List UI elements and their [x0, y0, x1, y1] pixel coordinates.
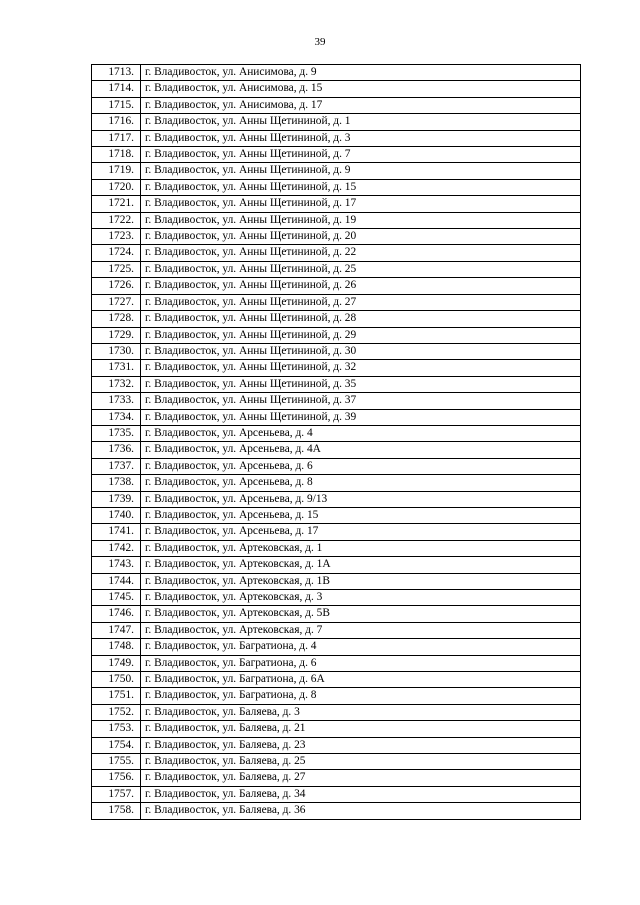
row-address: г. Владивосток, ул. Артековская, д. 3: [141, 590, 581, 606]
row-address: г. Владивосток, ул. Анны Щетининой, д. 29: [141, 327, 581, 343]
table-row: [92, 229, 581, 245]
table-row: [92, 573, 581, 589]
table-row: [92, 786, 581, 802]
table-row: [92, 261, 581, 277]
row-number: 1726.: [92, 278, 141, 294]
row-address: г. Владивосток, ул. Багратиона, д. 8: [141, 688, 581, 704]
row-number: 1724.: [92, 245, 141, 261]
row-address: г. Владивосток, ул. Артековская, д. 1В: [141, 573, 581, 589]
row-address: г. Владивосток, ул. Багратиона, д. 4: [141, 639, 581, 655]
row-address: г. Владивосток, ул. Анны Щетининой, д. 19: [141, 212, 581, 228]
table-row: [92, 688, 581, 704]
table-row: [92, 622, 581, 638]
table-row: [92, 278, 581, 294]
page-number: 39: [314, 36, 326, 48]
row-number: 1753.: [92, 721, 141, 737]
table-row: [92, 81, 581, 97]
row-address: г. Владивосток, ул. Анисимова, д. 17: [141, 97, 581, 113]
row-number: 1722.: [92, 212, 141, 228]
table-row: [92, 606, 581, 622]
row-number: 1731.: [92, 360, 141, 376]
table-row: [92, 770, 581, 786]
row-address: г. Владивосток, ул. Арсеньева, д. 4: [141, 425, 581, 441]
row-address: г. Владивосток, ул. Анны Щетининой, д. 9: [141, 163, 581, 179]
row-address: г. Владивосток, ул. Артековская, д. 7: [141, 622, 581, 638]
row-number: 1748.: [92, 639, 141, 655]
row-number: 1723.: [92, 229, 141, 245]
row-address: г. Владивосток, ул. Анисимова, д. 15: [141, 81, 581, 97]
row-address: г. Владивосток, ул. Баляева, д. 25: [141, 754, 581, 770]
row-number: 1757.: [92, 786, 141, 802]
table-row: [92, 97, 581, 113]
row-number: 1740.: [92, 507, 141, 523]
table-row: [92, 393, 581, 409]
table-row: [92, 557, 581, 573]
table-row: [92, 114, 581, 130]
table-row: [92, 540, 581, 556]
table-row: [92, 311, 581, 327]
row-address: г. Владивосток, ул. Анны Щетининой, д. 25: [141, 261, 581, 277]
row-address: г. Владивосток, ул. Арсеньева, д. 4А: [141, 442, 581, 458]
row-address: г. Владивосток, ул. Анны Щетининой, д. 37: [141, 393, 581, 409]
table-row: [92, 491, 581, 507]
table-row: [92, 245, 581, 261]
row-address: г. Владивосток, ул. Анны Щетининой, д. 15: [141, 179, 581, 195]
address-table-body: [92, 65, 581, 820]
row-number: 1742.: [92, 540, 141, 556]
table-row: [92, 163, 581, 179]
row-address: г. Владивосток, ул. Баляева, д. 34: [141, 786, 581, 802]
row-number: 1728.: [92, 311, 141, 327]
row-number: 1739.: [92, 491, 141, 507]
table-row: [92, 179, 581, 195]
table-row: [92, 196, 581, 212]
row-address: г. Владивосток, ул. Анны Щетининой, д. 39: [141, 409, 581, 425]
row-address: г. Владивосток, ул. Артековская, д. 1: [141, 540, 581, 556]
row-number: 1750.: [92, 672, 141, 688]
row-number: 1733.: [92, 393, 141, 409]
table-row: [92, 360, 581, 376]
row-number: 1720.: [92, 179, 141, 195]
table-row: [92, 376, 581, 392]
row-address: г. Владивосток, ул. Арсеньева, д. 9/13: [141, 491, 581, 507]
row-number: 1754.: [92, 737, 141, 753]
row-number: 1718.: [92, 147, 141, 163]
row-number: 1736.: [92, 442, 141, 458]
row-address: г. Владивосток, ул. Баляева, д. 23: [141, 737, 581, 753]
row-number: 1730.: [92, 343, 141, 359]
row-address: г. Владивосток, ул. Багратиона, д. 6А: [141, 672, 581, 688]
row-number: 1727.: [92, 294, 141, 310]
row-number: 1749.: [92, 655, 141, 671]
row-number: 1741.: [92, 524, 141, 540]
row-address: г. Владивосток, ул. Анны Щетининой, д. 17: [141, 196, 581, 212]
table-row: [92, 672, 581, 688]
address-table: [91, 64, 581, 820]
table-row: [92, 721, 581, 737]
row-number: 1725.: [92, 261, 141, 277]
table-row: [92, 425, 581, 441]
table-row: [92, 294, 581, 310]
row-number: 1743.: [92, 557, 141, 573]
row-address: г. Владивосток, ул. Анны Щетининой, д. 22: [141, 245, 581, 261]
table-row: [92, 327, 581, 343]
row-number: 1747.: [92, 622, 141, 638]
table-row: [92, 803, 581, 819]
table-row: [92, 590, 581, 606]
row-address: г. Владивосток, ул. Арсеньева, д. 15: [141, 507, 581, 523]
row-address: г. Владивосток, ул. Анны Щетининой, д. 35: [141, 376, 581, 392]
table-row: [92, 212, 581, 228]
row-address: г. Владивосток, ул. Арсеньева, д. 17: [141, 524, 581, 540]
row-number: 1756.: [92, 770, 141, 786]
row-address: г. Владивосток, ул. Артековская, д. 5В: [141, 606, 581, 622]
row-address: г. Владивосток, ул. Баляева, д. 27: [141, 770, 581, 786]
row-address: г. Владивосток, ул. Артековская, д. 1А: [141, 557, 581, 573]
table-row: [92, 507, 581, 523]
row-number: 1737.: [92, 458, 141, 474]
table-row: [92, 524, 581, 540]
row-address: г. Владивосток, ул. Баляева, д. 36: [141, 803, 581, 819]
table-row: [92, 458, 581, 474]
row-number: 1755.: [92, 754, 141, 770]
table-row: [92, 442, 581, 458]
table-row: [92, 409, 581, 425]
row-address: г. Владивосток, ул. Баляева, д. 3: [141, 704, 581, 720]
row-address: г. Владивосток, ул. Анны Щетининой, д. 3: [141, 130, 581, 146]
table-row: [92, 639, 581, 655]
row-number: 1729.: [92, 327, 141, 343]
row-number: 1751.: [92, 688, 141, 704]
row-address: г. Владивосток, ул. Арсеньева, д. 6: [141, 458, 581, 474]
row-number: 1735.: [92, 425, 141, 441]
row-number: 1745.: [92, 590, 141, 606]
row-address: г. Владивосток, ул. Анны Щетининой, д. 26: [141, 278, 581, 294]
row-address: г. Владивосток, ул. Анны Щетининой, д. 7: [141, 147, 581, 163]
table-row: [92, 475, 581, 491]
table-row: [92, 754, 581, 770]
row-address: г. Владивосток, ул. Анны Щетининой, д. 20: [141, 229, 581, 245]
row-number: 1721.: [92, 196, 141, 212]
row-address: г. Владивосток, ул. Анны Щетининой, д. 1: [141, 114, 581, 130]
row-number: 1758.: [92, 803, 141, 819]
row-number: 1716.: [92, 114, 141, 130]
row-address: г. Владивосток, ул. Анны Щетининой, д. 30: [141, 343, 581, 359]
row-address: г. Владивосток, ул. Анисимова, д. 9: [141, 65, 581, 81]
row-number: 1746.: [92, 606, 141, 622]
row-address: г. Владивосток, ул. Багратиона, д. 6: [141, 655, 581, 671]
row-number: 1744.: [92, 573, 141, 589]
row-number: 1734.: [92, 409, 141, 425]
table-row: [92, 65, 581, 81]
table-row: [92, 704, 581, 720]
row-address: г. Владивосток, ул. Анны Щетининой, д. 28: [141, 311, 581, 327]
table-row: [92, 130, 581, 146]
table-row: [92, 655, 581, 671]
row-number: 1714.: [92, 81, 141, 97]
row-number: 1717.: [92, 130, 141, 146]
row-number: 1732.: [92, 376, 141, 392]
row-number: 1738.: [92, 475, 141, 491]
row-address: г. Владивосток, ул. Анны Щетининой, д. 27: [141, 294, 581, 310]
row-address: г. Владивосток, ул. Арсеньева, д. 8: [141, 475, 581, 491]
table-row: [92, 737, 581, 753]
row-address: г. Владивосток, ул. Баляева, д. 21: [141, 721, 581, 737]
row-number: 1715.: [92, 97, 141, 113]
row-number: 1752.: [92, 704, 141, 720]
row-number: 1713.: [92, 65, 141, 81]
table-row: [92, 343, 581, 359]
row-number: 1719.: [92, 163, 141, 179]
row-address: г. Владивосток, ул. Анны Щетининой, д. 32: [141, 360, 581, 376]
table-row: [92, 147, 581, 163]
